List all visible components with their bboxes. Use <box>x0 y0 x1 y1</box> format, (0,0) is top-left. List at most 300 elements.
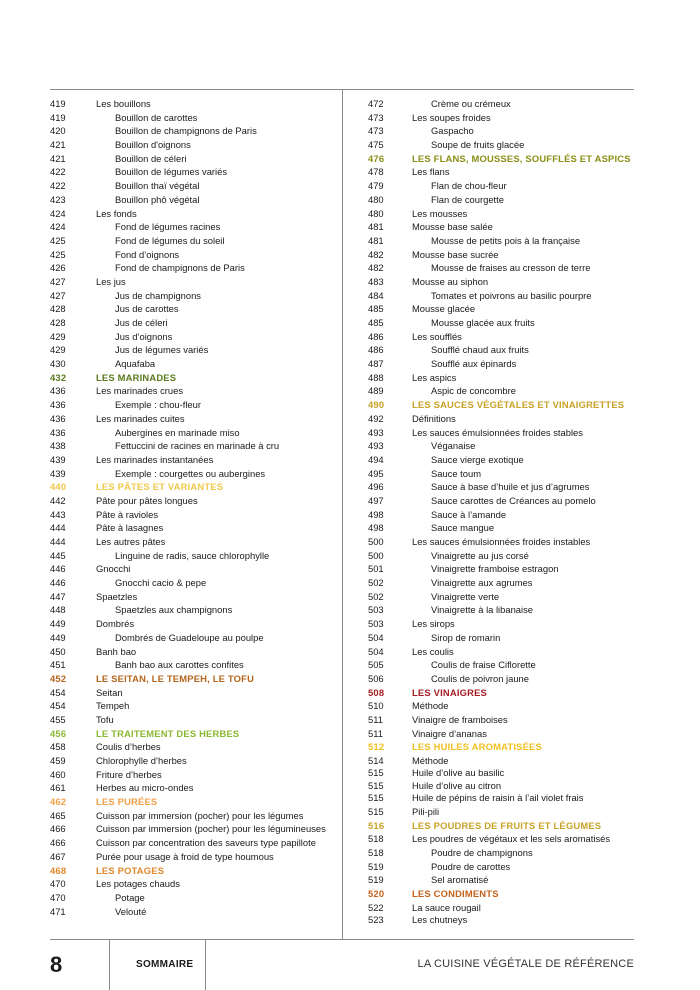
toc-entry-row <box>368 672 634 686</box>
toc-page-number: 449 <box>50 618 66 630</box>
toc-entry-row <box>50 165 335 179</box>
toc-page-number: 515 <box>368 779 384 791</box>
toc-entry-label: Spaetzles aux champignons <box>115 604 233 616</box>
toc-entry-label: Les marinades crues <box>96 385 184 397</box>
toc-entry-label: Fond de champignons de Paris <box>115 262 245 274</box>
toc-page-number: 424 <box>50 221 66 233</box>
toc-entry-label: Pâte à lasagnes <box>96 522 164 534</box>
toc-entry-label: Fond d’oignons <box>115 248 180 260</box>
toc-entry-label: Les potages chauds <box>96 878 180 890</box>
toc-entry-label: LES SAUCES VÉGÉTALES ET VINAIGRETTES <box>412 399 625 411</box>
toc-page-number: 427 <box>50 289 66 301</box>
toc-entry-row <box>50 234 335 248</box>
toc-entry-label: Crème ou crémeux <box>431 98 511 109</box>
toc-entry-row <box>50 590 335 604</box>
toc-entry-label: Bouillon de céleri <box>115 152 187 164</box>
toc-entry-label: Dombrés de Guadeloupe au poulpe <box>115 631 264 643</box>
toc-page-number: 488 <box>368 371 384 383</box>
toc-page-number: 489 <box>368 385 384 397</box>
toc-page-number: 446 <box>50 577 66 589</box>
toc-page-number: 425 <box>50 234 66 246</box>
toc-entry-row <box>368 371 634 385</box>
toc-entry-row <box>368 179 634 193</box>
toc-left-column <box>50 97 335 918</box>
toc-entry-row <box>50 384 335 398</box>
toc-entry-label: Herbes au micro-ondes <box>96 782 194 794</box>
toc-entry-label: Sauce carottes de Créances au pomelo <box>431 494 596 506</box>
toc-entry-label: Cuisson par concentration des saveurs type papillote <box>96 837 316 849</box>
toc-page-number: 481 <box>368 221 384 233</box>
toc-entry-label: Vinaigrette aux agrumes <box>431 577 533 589</box>
toc-entry-row <box>50 453 335 467</box>
toc-entry-label: Pâte à ravioles <box>96 508 159 520</box>
toc-entry-row <box>368 549 634 563</box>
toc-page-number: 450 <box>50 645 66 657</box>
toc-page-number: 456 <box>50 727 67 739</box>
toc-entry-row <box>50 330 335 344</box>
toc-page-number: 430 <box>50 358 66 370</box>
toc-entry-row <box>368 330 634 344</box>
toc-entry-row <box>50 822 335 836</box>
toc-entry-label: Pili-pili <box>412 805 440 817</box>
toc-page-number: 511 <box>368 727 383 739</box>
toc-page-number: 421 <box>50 139 66 151</box>
toc-entry-label: Flan de courgette <box>431 193 504 205</box>
toc-page-number: 515 <box>368 792 384 804</box>
toc-entry-label: Sauce vierge exotique <box>431 453 524 465</box>
toc-page-number: 519 <box>368 874 384 886</box>
toc-entry-row <box>368 426 634 440</box>
toc-page-number: 447 <box>50 590 66 602</box>
toc-entry-label: Coulis de poivron jaune <box>431 672 529 684</box>
toc-section-row <box>50 795 335 809</box>
toc-section-row <box>368 152 634 166</box>
toc-page-number: 451 <box>50 659 66 671</box>
toc-section-row <box>50 672 335 686</box>
toc-entry-label: Fettuccini de racines en marinade à cru <box>115 440 280 452</box>
footer-separator <box>109 940 110 990</box>
toc-page-number: 458 <box>50 741 66 753</box>
toc-page-number: 475 <box>368 139 384 151</box>
toc-page-number: 419 <box>50 111 66 123</box>
toc-entry-label: Linguine de radis, sauce chlorophylle <box>115 549 270 561</box>
toc-entry-label: Mousse base salée <box>412 221 493 233</box>
toc-entry-row <box>50 207 335 221</box>
toc-page-number: 419 <box>50 98 66 109</box>
toc-entry-label: Aspic de concombre <box>431 385 516 397</box>
toc-entry-label: Jus de céleri <box>115 317 168 328</box>
toc-page-number: 503 <box>368 618 384 630</box>
toc-page-number: 444 <box>50 522 66 534</box>
toc-entry-row <box>368 453 634 467</box>
toc-entry-row <box>50 439 335 453</box>
toc-entry-label: Banh bao <box>96 645 137 657</box>
toc-page-number: 461 <box>50 782 66 794</box>
toc-entry-row <box>50 645 335 659</box>
toc-entry-label: Vinaigre d’ananas <box>412 727 487 739</box>
toc-entry-label: LES CONDIMENTS <box>412 887 499 899</box>
toc-entry-row <box>368 590 634 604</box>
toc-page-number: 466 <box>50 823 66 835</box>
toc-entry-label: Vinaigre de framboises <box>412 713 508 725</box>
toc-entry-row <box>50 521 335 535</box>
toc-entry-row <box>368 124 634 138</box>
toc-page-number: 473 <box>368 111 384 123</box>
toc-entry-row <box>50 261 335 275</box>
toc-entry-label: LES MARINADES <box>96 371 177 383</box>
toc-entry-row <box>368 699 634 713</box>
toc-entry-label: Sel aromatisé <box>431 874 489 886</box>
toc-page-number: 427 <box>50 275 66 287</box>
toc-entry-label: Vinaigrette framboise estragon <box>431 563 559 575</box>
toc-entry-row <box>368 193 634 207</box>
toc-entry-label: Les sauces émulsionnées froides stables <box>412 426 583 438</box>
toc-page-number: 505 <box>368 659 384 671</box>
toc-entry-label: LES FLANS, MOUSSES, SOUFFLÉS ET ASPICS <box>412 152 631 164</box>
toc-entry-row <box>50 905 335 919</box>
toc-page-number: 484 <box>368 289 384 301</box>
toc-entry-label: Bouillon de carottes <box>115 111 198 123</box>
toc-page-number: 454 <box>50 686 66 698</box>
toc-entry-label: Huile d’olive au basilic <box>412 767 505 779</box>
toc-entry-label: Velouté <box>115 905 147 917</box>
toc-page-number: 440 <box>50 481 67 493</box>
toc-page-number: 482 <box>368 262 384 274</box>
toc-page-number: 466 <box>50 837 66 849</box>
toc-entry-label: Les jus <box>96 275 126 287</box>
toc-entry-row <box>50 508 335 522</box>
toc-page-number: 492 <box>368 412 384 424</box>
toc-entry-row <box>50 248 335 262</box>
toc-entry-label: Potage <box>115 891 145 903</box>
toc-entry-row <box>368 111 634 125</box>
toc-page-number: 496 <box>368 481 384 493</box>
toc-entry-label: Jus de légumes variés <box>115 344 209 356</box>
toc-entry-row <box>368 302 634 316</box>
toc-entry-label: Les aspics <box>412 371 457 383</box>
toc-entry-label: Véganaise <box>431 440 476 452</box>
toc-page-number: 480 <box>368 207 384 219</box>
toc-entry-row <box>368 316 634 330</box>
toc-entry-label: Flan de chou-fleur <box>431 180 507 192</box>
toc-entry-row <box>368 357 634 371</box>
toc-entry-row <box>368 913 634 925</box>
toc-page-number: 425 <box>50 248 66 260</box>
toc-entry-row <box>368 289 634 303</box>
toc-entry-label: Gnocchi cacio & pepe <box>115 577 207 589</box>
toc-entry-label: Coulis d’herbes <box>96 741 161 753</box>
toc-entry-label: Dombrés <box>96 618 135 630</box>
toc-page-number: 490 <box>368 399 385 411</box>
toc-entry-label: Soufflé aux épinards <box>431 358 517 370</box>
toc-entry-label: Fond de légumes du soleil <box>115 234 225 246</box>
toc-entry-row <box>368 138 634 152</box>
toc-entry-label: Tomates et poivrons au basilic pourpre <box>431 289 592 301</box>
toc-entry-label: LES POUDRES DE FRUITS ET LÉGUMES <box>412 819 602 831</box>
toc-entry-label: LE TRAITEMENT DES HERBES <box>96 727 240 739</box>
toc-entry-row <box>50 603 335 617</box>
toc-page-number: 504 <box>368 645 384 657</box>
toc-entry-label: Sirop de romarin <box>431 631 501 643</box>
toc-entry-row <box>368 412 634 426</box>
toc-entry-label: Bouillon phô végétal <box>115 193 200 205</box>
toc-section-row <box>368 398 634 412</box>
toc-entry-label: Fond de légumes racines <box>115 221 221 233</box>
toc-entry-row <box>50 836 335 850</box>
toc-entry-row <box>368 521 634 535</box>
toc-entry-row <box>50 891 335 905</box>
toc-entry-row <box>50 289 335 303</box>
toc-page-number: 428 <box>50 317 66 328</box>
toc-page-number: 511 <box>368 713 383 725</box>
toc-page-number: 518 <box>368 833 384 845</box>
toc-entry-row <box>368 645 634 659</box>
toc-page-number: 493 <box>368 440 384 452</box>
toc-page-number: 460 <box>50 768 66 780</box>
toc-entry-label: Pâte pour pâtes longues <box>96 494 198 506</box>
toc-entry-label: Chlorophylle d’herbes <box>96 755 187 766</box>
toc-entry-row <box>368 846 634 860</box>
toc-entry-label: Vinaigrette au jus corsé <box>431 549 529 561</box>
toc-entry-label: Les fonds <box>96 207 137 219</box>
toc-entry-label: La sauce rougail <box>412 901 481 913</box>
toc-entry-row <box>368 631 634 645</box>
toc-page-number: 429 <box>50 330 66 342</box>
toc-entry-row <box>368 467 634 481</box>
toc-entry-row <box>50 302 335 316</box>
toc-entry-label: Poudre de champignons <box>431 846 533 858</box>
toc-section-row <box>50 727 335 741</box>
toc-page-number: 500 <box>368 549 384 561</box>
toc-page-number: 422 <box>50 180 66 192</box>
bottom-rule <box>50 939 634 940</box>
footer-separator <box>205 940 206 990</box>
toc-entry-label: Bouillon de champignons de Paris <box>115 125 257 137</box>
toc-entry-label: Jus de carottes <box>115 303 179 315</box>
toc-section-row <box>50 371 335 385</box>
toc-entry-label: Banh bao aux carottes confites <box>115 659 244 671</box>
toc-entry-label: Bouillon de légumes variés <box>115 166 228 178</box>
toc-entry-row <box>50 426 335 440</box>
toc-entry-row <box>50 631 335 645</box>
toc-entry-label: Les soupes froides <box>412 111 491 123</box>
toc-page-number: 501 <box>368 563 384 575</box>
toc-entry-label: Les flans <box>412 166 450 178</box>
toc-entry-row <box>50 576 335 590</box>
toc-entry-label: Mousse glacée <box>412 303 476 315</box>
toc-entry-row <box>368 576 634 590</box>
toc-page-number: 498 <box>368 508 384 520</box>
footer-book-title: LA CUISINE VÉGÉTALE DE RÉFÉRENCE <box>417 958 634 970</box>
toc-entry-row <box>50 740 335 754</box>
toc-entry-label: Exemple : courgettes ou aubergines <box>115 467 266 479</box>
toc-entry-label: Les sirops <box>412 618 455 630</box>
toc-page-number: 452 <box>50 672 67 684</box>
toc-entry-label: Vinaigrette à la libanaise <box>431 604 533 616</box>
toc-entry-row <box>368 494 634 508</box>
toc-page-number: 487 <box>368 358 384 370</box>
toc-entry-row <box>50 686 335 700</box>
toc-entry-row <box>50 809 335 823</box>
toc-entry-row <box>50 850 335 864</box>
column-divider <box>342 89 343 939</box>
toc-entry-row <box>50 768 335 782</box>
toc-entry-row <box>368 562 634 576</box>
toc-entry-label: Les mousses <box>412 207 468 219</box>
toc-page-number: 448 <box>50 604 66 616</box>
toc-entry-label: Mousse glacée aux fruits <box>431 317 535 328</box>
toc-page-number: 515 <box>368 805 384 817</box>
toc-entry-label: Tempeh <box>96 700 130 712</box>
toc-section-row <box>368 740 634 754</box>
toc-section-row <box>368 819 634 833</box>
toc-entry-label: Sauce à base d’huile et jus d’agrumes <box>431 481 590 493</box>
toc-entry-label: Gnocchi <box>96 563 131 575</box>
toc-entry-label: Mousse de fraises au cresson de terre <box>431 262 591 274</box>
toc-page-number: 512 <box>368 741 385 753</box>
toc-entry-label: Cuisson par immersion (pocher) pour les légumes <box>96 809 304 821</box>
toc-entry-row <box>368 766 634 778</box>
toc-page-number: 455 <box>50 713 66 725</box>
toc-entry-label: Friture d’herbes <box>96 768 162 780</box>
toc-entry-label: Soufflé chaud aux fruits <box>431 344 529 356</box>
toc-page-number: 424 <box>50 207 66 219</box>
toc-entry-label: Soupe de fruits glacée <box>431 139 525 151</box>
toc-entry-label: Bouillon thaï végétal <box>115 180 200 192</box>
toc-entry-row <box>50 754 335 768</box>
toc-page-number: 486 <box>368 330 384 342</box>
toc-page-number: 442 <box>50 494 66 506</box>
toc-entry-label: Jus de champignons <box>115 289 201 301</box>
toc-entry-label: Spaetzles <box>96 590 138 602</box>
toc-entry-row <box>50 781 335 795</box>
toc-page-number: 485 <box>368 303 384 315</box>
toc-entry-label: Les soufflés <box>412 330 462 342</box>
toc-entry-label: Mousse base sucrée <box>412 248 499 260</box>
toc-page-number: 470 <box>50 878 66 890</box>
toc-entry-label: Aquafaba <box>115 358 156 370</box>
page-number: 8 <box>50 952 63 977</box>
toc-section-row <box>368 887 634 901</box>
toc-entry-row <box>50 97 335 111</box>
toc-entry-label: LES PURÉES <box>96 796 158 808</box>
toc-entry-row <box>368 508 634 522</box>
toc-section-row <box>50 864 335 878</box>
toc-entry-label: Les autres pâtes <box>96 536 166 547</box>
toc-entry-label: Purée pour usage à froid de type houmous <box>96 850 274 862</box>
toc-entry-row <box>368 727 634 741</box>
toc-entry-label: Huile d’olive au citron <box>412 779 502 791</box>
toc-page-number: 478 <box>368 166 384 178</box>
toc-entry-label: Les marinades instantanées <box>96 453 214 465</box>
toc-entry-row <box>368 165 634 179</box>
toc-entry-label: Sauce mangue <box>431 522 495 534</box>
toc-entry-row <box>368 791 634 805</box>
toc-entry-label: LES HUILES AROMATISÉES <box>412 741 542 753</box>
toc-page-number: 497 <box>368 494 384 506</box>
toc-page-number: 502 <box>368 590 384 602</box>
toc-entry-row <box>368 901 634 913</box>
toc-entry-label: Mousse de petits pois à la française <box>431 234 581 246</box>
toc-entry-row <box>50 152 335 166</box>
toc-entry-row <box>368 480 634 494</box>
toc-page-number: 510 <box>368 700 384 712</box>
toc-page-number: 523 <box>368 914 384 926</box>
toc-page-number: 436 <box>50 385 66 397</box>
toc-entry-row <box>50 699 335 713</box>
toc-entry-row <box>50 124 335 138</box>
toc-page-number: 480 <box>368 193 384 205</box>
toc-entry-label: Les poudres de végétaux et les sels aromatisés <box>412 833 611 845</box>
toc-entry-row <box>368 207 634 221</box>
toc-page-number: 486 <box>368 344 384 356</box>
toc-entry-label: Les coulis <box>412 645 454 657</box>
toc-page-number: 432 <box>50 371 67 383</box>
toc-entry-row <box>368 658 634 672</box>
toc-entry-row <box>368 220 634 234</box>
toc-page-number: 471 <box>50 905 66 917</box>
toc-entry-label: LES VINAIGRES <box>412 686 488 698</box>
toc-page-number: 483 <box>368 275 384 287</box>
toc-entry-row <box>50 617 335 631</box>
toc-right-column <box>368 97 634 925</box>
toc-entry-row <box>50 467 335 481</box>
toc-page-number: 476 <box>368 152 385 164</box>
toc-page-number: 423 <box>50 193 66 205</box>
toc-page-number: 472 <box>368 98 384 109</box>
toc-entry-label: Aubergines en marinade miso <box>115 426 240 438</box>
toc-entry-row <box>368 261 634 275</box>
toc-page-number: 446 <box>50 563 66 575</box>
toc-entry-row <box>368 617 634 631</box>
toc-page-number: 421 <box>50 152 66 164</box>
toc-entry-label: Coulis de fraise Ciflorette <box>431 659 536 671</box>
toc-entry-row <box>368 234 634 248</box>
toc-entry-row <box>50 877 335 891</box>
toc-entry-row <box>50 111 335 125</box>
toc-page-number: 493 <box>368 426 384 438</box>
toc-entry-label: Les bouillons <box>96 98 151 109</box>
toc-entry-row <box>368 860 634 874</box>
toc-entry-row <box>50 535 335 549</box>
toc-page-number: 519 <box>368 860 384 872</box>
toc-page-number: 504 <box>368 631 384 643</box>
toc-page-number: 443 <box>50 508 66 520</box>
toc-entry-row <box>50 494 335 508</box>
toc-entry-row <box>368 754 634 766</box>
toc-entry-row <box>50 713 335 727</box>
toc-entry-label: LES POTAGES <box>96 864 165 876</box>
toc-entry-label: Vinaigrette verte <box>431 590 500 602</box>
toc-entry-row <box>368 275 634 289</box>
toc-entry-row <box>50 398 335 412</box>
toc-entry-label: Les sauces émulsionnées froides instables <box>412 536 591 547</box>
toc-page-number: 445 <box>50 549 66 561</box>
toc-page-number: 436 <box>50 399 66 411</box>
toc-entry-label: Jus d’oignons <box>115 330 173 342</box>
toc-entry-label: Méthode <box>412 700 449 712</box>
toc-entry-label: Sauce à l’amande <box>431 508 507 520</box>
toc-page-number: 516 <box>368 819 385 831</box>
toc-entry-row <box>368 832 634 846</box>
toc-page-number: 468 <box>50 864 67 876</box>
toc-entry-label: Seitan <box>96 686 123 698</box>
toc-entry-label: Poudre de carottes <box>431 860 511 872</box>
toc-entry-row <box>368 343 634 357</box>
toc-section-row <box>368 686 634 700</box>
toc-entry-label: Tofu <box>96 713 114 725</box>
toc-page-number: 444 <box>50 536 66 547</box>
